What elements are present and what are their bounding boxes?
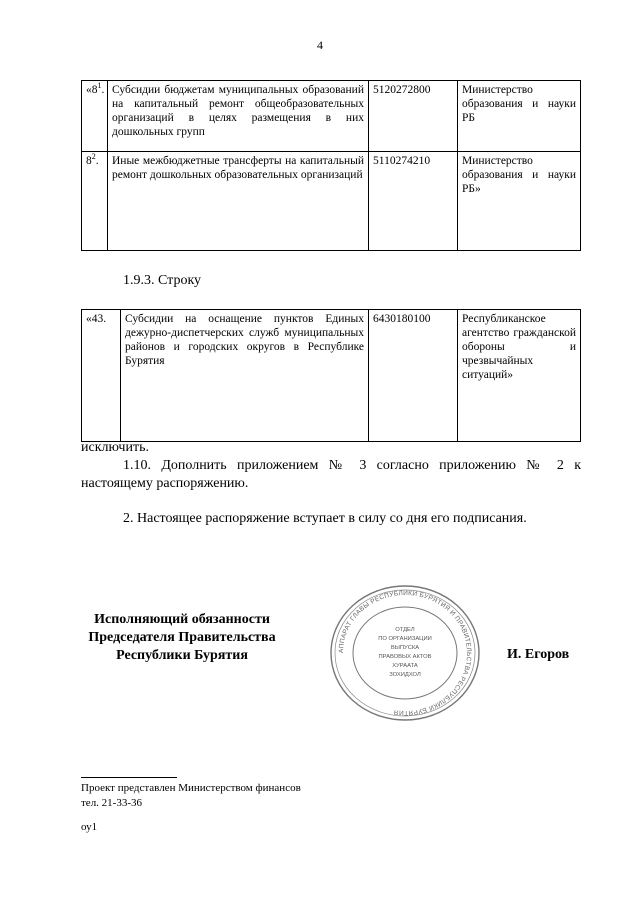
stamp-line: ЗОХИДХОЛ [389, 672, 421, 678]
stamp-line: ОТДЕЛ [395, 627, 415, 633]
table-row [82, 310, 581, 442]
point-1-10: 1.10. Дополнить приложением № 3 согласно приложению № 2 к настоящему распоряжению. [81, 458, 581, 491]
row-number: «43. [82, 310, 121, 442]
stamp-line: ПРАВОВЫХ АКТОВ [378, 654, 432, 660]
row-description: Субсидии бюджетам муниципальных образований на капитальный ремонт общеобразовательных организаций в целях размещения в них дошкольных групп [108, 81, 369, 152]
row-description: Субсидии на оснащение пунктов Единых дежурно-диспетчерских служб муниципальных районов и городских округов в Республике Бурятия [121, 310, 369, 442]
row-department: Министерство образования и науки РБ [458, 81, 581, 152]
footnote-divider [81, 777, 177, 778]
row-number: «$8^1$. [82, 81, 108, 152]
svg-text:АППАРАТ ГЛАВЫ РЕСПУБЛИКИ БУРЯТ [338, 590, 472, 716]
stamp-ring-text: АППАРАТ ГЛАВЫ РЕСПУБЛИКИ БУРЯТИЯ И ПРАВИТЕЛЬСТВА РЕСПУБЛИКИ БУРЯТИЯ [337, 589, 473, 717]
subsection-heading: 1.9.3. Строку [123, 273, 202, 288]
exclude-text: исключить. [81, 440, 149, 455]
row-code: 5110274210 [369, 152, 458, 251]
official-stamp [327, 583, 483, 723]
footnote-phone: тел. 21-33-36 [81, 797, 143, 809]
point-2: 2. Настоящее распоряжение вступает в силу со дня его подписания. [123, 511, 527, 526]
signature-line: Председателя Правительства [88, 630, 276, 645]
signer-name: И. Егоров [507, 647, 570, 662]
page-number: 4 [317, 38, 323, 52]
table-row [82, 81, 581, 152]
row-number: $8^2$. [82, 152, 108, 251]
footnote-code: оу1 [81, 821, 98, 833]
row-department: Республиканское агентство гражданской обороны и чрезвычайных ситуаций» [458, 310, 581, 442]
footnote-author: Проект представлен Министерством финансов [81, 782, 301, 794]
row-code: 6430180100 [369, 310, 458, 442]
row-code: 5120272800 [369, 81, 458, 152]
allocation-table-2 [81, 309, 581, 442]
stamp-line: ПО ОРГАНИЗАЦИИ [378, 636, 432, 642]
table-row [82, 152, 581, 251]
stamp-line: ХУРААТА [392, 663, 418, 669]
stamp-line: ВЫПУСКА [390, 645, 420, 651]
signature-line: Республики Бурятия [116, 648, 248, 663]
row-description: Иные межбюджетные трансферты на капитальный ремонт дошкольных образовательных организаций [108, 152, 369, 251]
allocation-table-1 [81, 80, 581, 251]
signature-title [62, 611, 302, 665]
signature-line: Исполняющий обязанности [94, 612, 270, 627]
row-department: Министерство образования и науки РБ» [458, 152, 581, 251]
